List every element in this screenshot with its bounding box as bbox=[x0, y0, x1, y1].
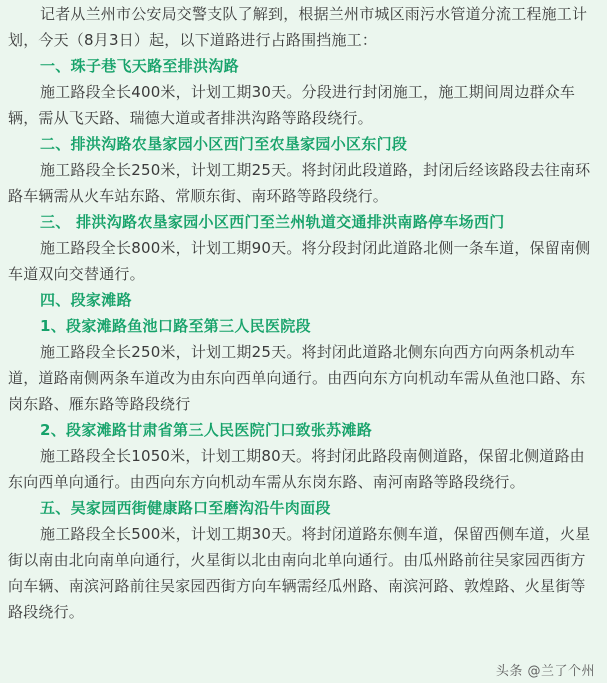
paragraph-line: 施工路段全长1050米，计划工期80天。将封闭此路段南侧道路，保留北侧道路由 bbox=[40, 447, 585, 465]
paragraph-line: 施工路段全长250米，计划工期25天。将封闭此道路北侧东向西方向两条机动车 bbox=[40, 343, 576, 361]
source-watermark: 头条 @兰了个州 bbox=[495, 664, 595, 679]
paragraph-line: 向车辆、南滨河路前往吴家园西街方向车辆需经瓜州路、南滨河路、敦煌路、火星街等 bbox=[8, 577, 586, 595]
subsection-heading: 1、段家滩路鱼池口路至第三人民医院段 bbox=[40, 317, 311, 335]
paragraph-line: 划，今天（8月3日）起，以下道路进行占路围挡施工： bbox=[8, 31, 378, 49]
paragraph-line: 街以南由北向南单向通行，火星街以北由南向北单向通行。由瓜州路前往吴家园西街方 bbox=[8, 551, 586, 569]
section-heading: 三、 排洪沟路农垦家园小区西门至兰州轨道交通排洪南路停车场西门 bbox=[40, 213, 505, 231]
paragraph-line: 岗东路、雁东路等路段绕行 bbox=[8, 395, 191, 413]
subsection-heading: 2、段家滩路甘肃省第三人民医院门口致张苏滩路 bbox=[40, 421, 373, 439]
paragraph-line: 路车辆需从火车站东路、常顺东街、南环路等路段绕行。 bbox=[8, 187, 389, 205]
paragraph-line: 施工路段全长500米，计划工期30天。将封闭道路东侧车道，保留西侧车道，火星 bbox=[40, 525, 591, 543]
paragraph-line: 道，道路南侧两条车道改为由东向西单向通行。由西向东方向机动车需从鱼池口路、东 bbox=[8, 369, 586, 387]
paragraph-line: 记者从兰州市公安局交警支队了解到，根据兰州市城区雨污水管道分流工程施工计 bbox=[40, 5, 588, 23]
paragraph-line: 东向西单向通行。由西向东方向机动车需从东岗东路、南河南路等路段绕行。 bbox=[8, 473, 525, 491]
section-heading: 一、珠子巷飞天路至排洪沟路 bbox=[40, 57, 239, 75]
section-heading: 四、段家滩路 bbox=[40, 291, 132, 309]
paragraph-line: 辆，需从飞天路、瑞德大道或者排洪沟路等路段绕行。 bbox=[8, 109, 373, 127]
paragraph-line: 路段绕行。 bbox=[8, 603, 85, 621]
section-heading: 五、吴家园西街健康路口至磨沟沿牛肉面段 bbox=[40, 499, 331, 517]
paragraph-line: 施工路段全长800米，计划工期90天。将分段封闭此道路北侧一条车道，保留南侧 bbox=[40, 239, 591, 257]
paragraph-line: 车道双向交替通行。 bbox=[8, 265, 145, 283]
paragraph-line: 施工路段全长250米，计划工期25天。将封闭此段道路，封闭后经该路段去往南环 bbox=[40, 161, 591, 179]
paragraph-line: 施工路段全长400米，计划工期30天。分段进行封闭施工，施工期间周边群众车 bbox=[40, 83, 576, 101]
section-heading: 二、排洪沟路农垦家园小区西门至农垦家园小区东门段 bbox=[40, 135, 408, 153]
